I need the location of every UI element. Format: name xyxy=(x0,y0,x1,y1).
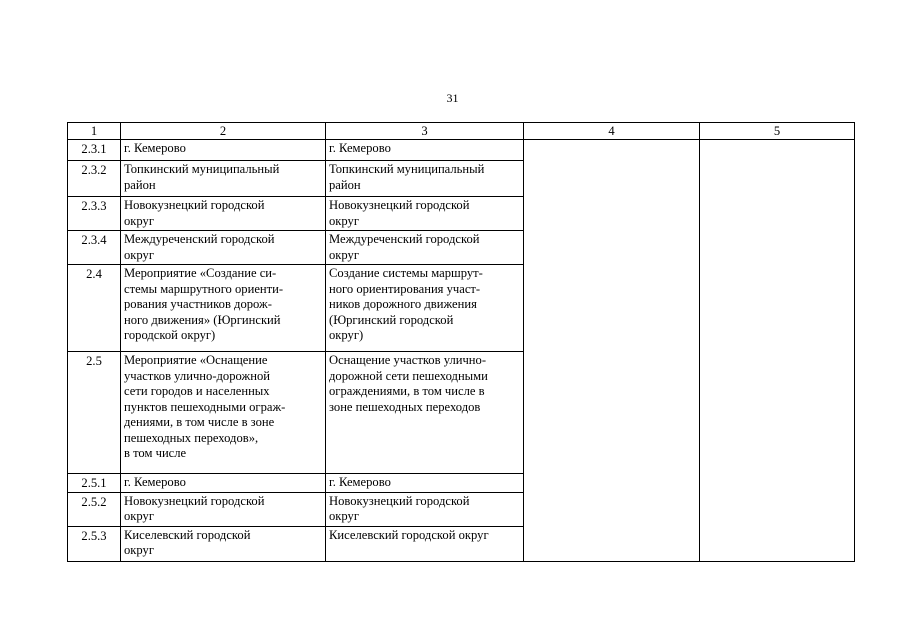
row-number: 2.3.3 xyxy=(68,197,121,231)
header-row xyxy=(68,123,855,140)
row-number: 2.3.1 xyxy=(68,140,121,161)
row-number: 2.5.3 xyxy=(68,526,121,561)
row-description: г. Кемерово xyxy=(326,474,524,493)
row-description: Оснащение участков улично- дорожной сети пешеходными ограждениями, в том числе в зоне пешеходных переходов xyxy=(326,352,524,474)
row-number: 2.4 xyxy=(68,265,121,352)
row-activity: г. Кемерово xyxy=(121,474,326,493)
row-description: Междуреченский городской округ xyxy=(326,231,524,265)
header-cell-1: 1 xyxy=(68,123,121,140)
row-number: 2.5 xyxy=(68,352,121,474)
header-cell-4: 4 xyxy=(524,123,700,140)
row-activity: Междуреченский городской округ xyxy=(121,231,326,265)
row-description: Создание системы маршрут- ного ориентирования участ- ников дорожного движения (Юргинский городской округ) xyxy=(326,265,524,352)
row-number: 2.5.1 xyxy=(68,474,121,493)
row-number: 2.3.4 xyxy=(68,231,121,265)
row-description: Новокузнецкий городской округ xyxy=(326,197,524,231)
data-table xyxy=(67,122,855,562)
header-cell-3: 3 xyxy=(326,123,524,140)
row-activity: Мероприятие «Создание си- стемы маршрутного ориенти- рования участников дорож- ного движения» (Юргинский городской округ) xyxy=(121,265,326,352)
row-number: 2.5.2 xyxy=(68,492,121,526)
row-activity: г. Кемерово xyxy=(121,140,326,161)
row-activity: Новокузнецкий городской округ xyxy=(121,492,326,526)
page-number: 31 xyxy=(446,91,459,105)
row-number: 2.3.2 xyxy=(68,161,121,197)
row-activity: Мероприятие «Оснащение участков улично-дорожной сети городов и населенных пунктов пешеходными ограж- дениями, в том числе в зоне пешеходных переходов», в том числе xyxy=(121,352,326,474)
row-description: Киселевский городской округ xyxy=(326,526,524,561)
row-activity: Топкинский муниципальный район xyxy=(121,161,326,197)
row-description: г. Кемерово xyxy=(326,140,524,161)
header-cell-5: 5 xyxy=(700,123,855,140)
row-description: Топкинский муниципальный район xyxy=(326,161,524,197)
table-row xyxy=(68,140,855,161)
column-5-cell xyxy=(700,140,855,562)
row-activity: Новокузнецкий городской округ xyxy=(121,197,326,231)
column-4-cell xyxy=(524,140,700,562)
header-cell-2: 2 xyxy=(121,123,326,140)
row-description: Новокузнецкий городской округ xyxy=(326,492,524,526)
row-activity: Киселевский городской округ xyxy=(121,526,326,561)
